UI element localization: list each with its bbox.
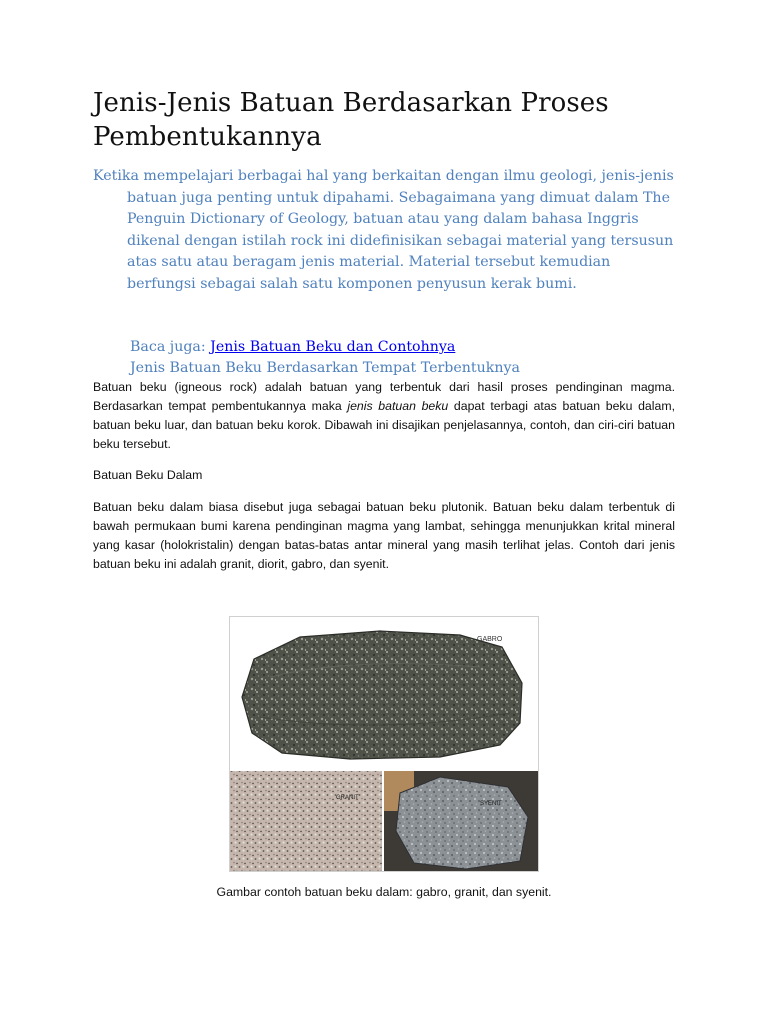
granit-label: GRANIT — [336, 795, 359, 801]
baca-juga-line — [130, 337, 690, 358]
section-heading-batuan-beku-dalam: Batuan Beku Dalam — [93, 468, 203, 482]
rock-samples-figure — [229, 616, 539, 872]
paragraph-igneous-rock-emphasis: jenis batuan beku — [347, 399, 449, 413]
baca-juga-label: Baca juga: — [130, 339, 206, 355]
section-subheading: Jenis Batuan Beku Berdasarkan Tempat Terbentuknya — [130, 360, 520, 376]
paragraph-igneous-rock — [93, 378, 675, 454]
paragraph-igneous-rock-part-b: dapat terbagi atas batuan beku dalam, batuan beku luar, dan batuan beku korok. Dibawah ini disajikan penjelasannya, contoh, dan ciri-ciri batuan beku tersebut. — [93, 399, 675, 451]
granite-photo — [230, 771, 382, 871]
intro-block — [93, 166, 677, 295]
baca-juga-link[interactable]: Jenis Batuan Beku dan Contohnya — [210, 339, 456, 355]
page-title: Jenis-Jenis Batuan Berdasarkan Proses Pembentukannya — [93, 88, 609, 152]
paragraph-batuan-beku-dalam: Batuan beku dalam biasa disebut juga sebagai batuan beku plutonik. Batuan beku dalam terbentuk di bawah permukaan bumi karena pendinginan magma yang lambat, sehingga menunjukkan krital mineral yang kasar (holokristalin) dengan batas-batas antar mineral yang masih terlihat jelas. Contoh dari jenis batuan beku ini adalah granit, diorit, gabro, dan syenit. — [93, 500, 675, 571]
paragraph-igneous-rock-part-a: Batuan beku (igneous rock) adalah batuan yang terbentuk dari hasil proses pendinginan magma. Berdasarkan tempat pembentukannya maka — [93, 380, 675, 413]
intro-paragraph: Ketika mempelajari berbagai hal yang berkaitan dengan ilmu geologi, jenis-jenis batuan juga penting untuk dipahami. Sebagaimana yang dimuat dalam The Penguin Dictionary of Geology, batuan atau yang dalam bahasa Inggris dikenal dengan istilah rock ini didefinisikan sebagai material yang tersusun atas satu atau beragam jenis material. Material tersebut kemudian berfungsi sebagai salah satu komponen penyusun kerak bumi. — [93, 168, 674, 292]
syenite-photo — [384, 771, 538, 871]
syenit-label: SYENIT — [480, 801, 502, 807]
gabro-label: GABRO — [477, 636, 503, 643]
figure-caption: Gambar contoh batuan beku dalam: gabro, granit, dan syenit. — [216, 885, 552, 899]
gabbro-photo — [230, 617, 538, 769]
